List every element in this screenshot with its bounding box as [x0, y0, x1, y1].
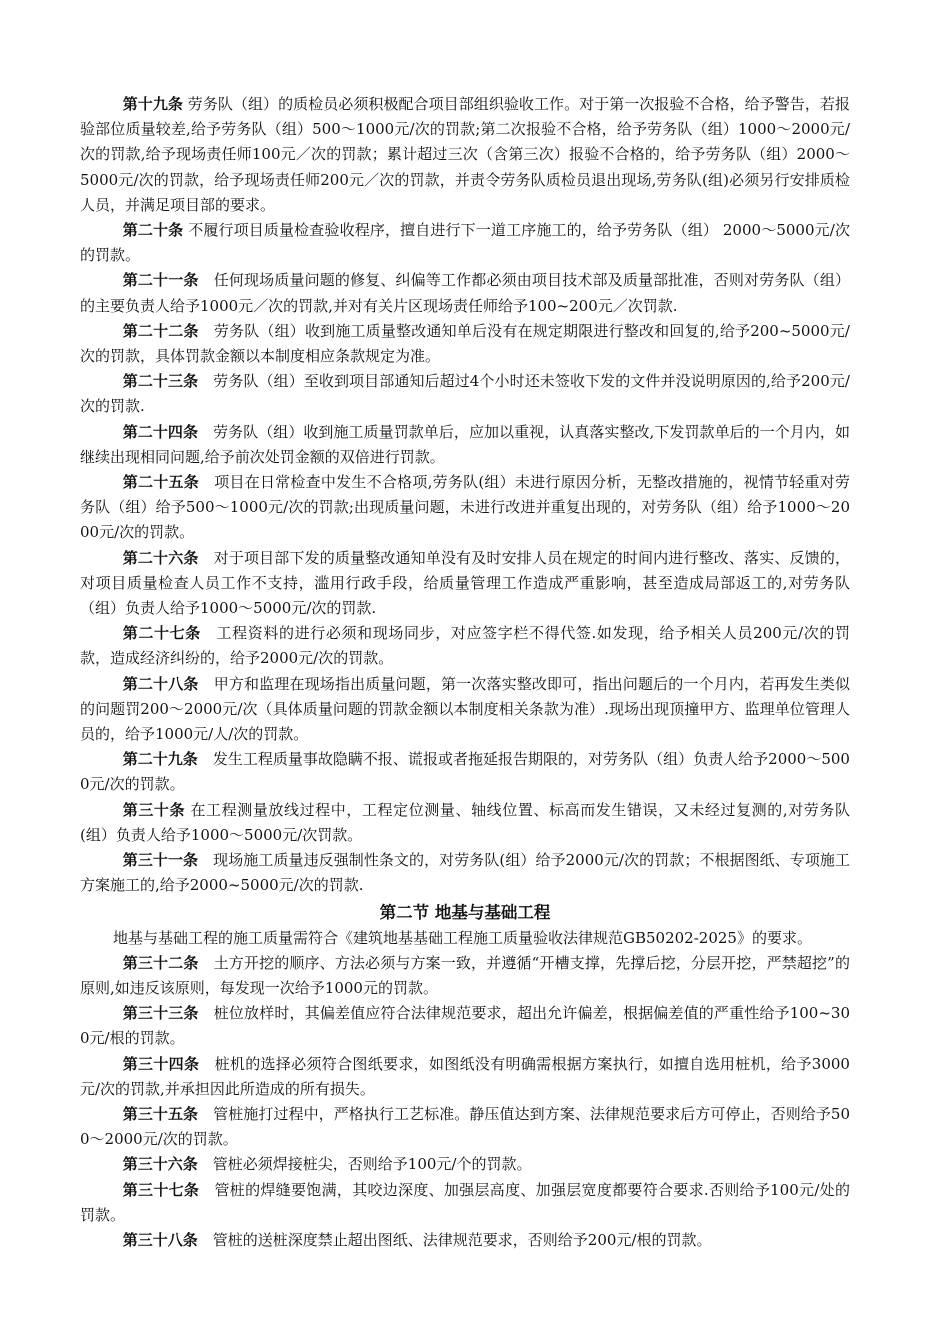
article-number: 第三十五条 [122, 1104, 199, 1123]
article-25 [80, 470, 850, 546]
article-text: 任何现场质量问题的修复、纠偏等工作都必须由项目技术部及质量部批准，否则对劳务队（组）的主要负责人给予1000元／次的罚款,并对有关片区现场责任师给予100~200元／次罚款. [80, 271, 850, 315]
article-22 [80, 319, 850, 369]
article-29 [80, 747, 850, 797]
article-26 [80, 546, 850, 622]
article-text: 劳务队（组）的质检员必须积极配合项目部组织验收工作。对于第一次报验不合格，给予警告，若报验部位质量较差,给予劳务队（组）500～1000元/次的罚款;第二次报验不合格，给予劳务队（组）1000～2000元/次的罚款,给予现场责任师100元／次的罚款；累计超过三次（含第三次）报验不合格的，给予劳务队（组）2000～5000元/次的罚款，给予现场责任师200元／次的罚款，并责令劳务队质检员退出现场,劳务队(组)必须另行安排质检人员，并满足项目部的要求。 [80, 95, 850, 214]
article-text: 管桩的焊缝要饱满，其咬边深度、加强层高度、加强层宽度都要符合要求.否则给予100元/处的罚款。 [80, 1180, 850, 1224]
article-number: 第二十三条 [122, 372, 199, 391]
article-32 [80, 951, 850, 1001]
article-number: 第三十六条 [122, 1155, 198, 1174]
article-24 [80, 420, 850, 470]
article-text: 劳务队（组）收到施工质量罚款单后，应加以重视，认真落实整改,下发罚款单后的一个月内，如继续出现相同问题,给予前次处罚金额的双倍进行罚款。 [80, 422, 850, 466]
article-21 [80, 268, 850, 318]
article-number: 第二十四条 [122, 422, 199, 441]
section-heading: 第二节 地基与基础工程 [379, 902, 551, 922]
article-number: 第二十七条 [122, 624, 201, 643]
article-34 [80, 1052, 850, 1102]
article-number: 第二十二条 [122, 321, 199, 340]
article-31 [80, 848, 850, 898]
article-20 [80, 218, 850, 268]
article-27 [80, 621, 850, 671]
article-number: 第二十六条 [122, 548, 199, 567]
article-37 [80, 1178, 850, 1228]
article-35 [80, 1102, 850, 1152]
article-text: 对于项目部下发的质量整改通知单没有及时安排人员在规定的时间内进行整改、落实、反馈的，对项目质量检查人员工作不支持，滥用行政手段，给质量管理工作造成严重影响，甚至造成局部返工的,对劳务队（组）负责人给予1000～5000元/次的罚款. [80, 548, 850, 618]
article-number: 第二十八条 [122, 674, 199, 693]
article-30 [80, 798, 850, 848]
article-text: 工程资料的进行必须和现场同步，对应签字栏不得代签.如发现，给予相关人员200元/次的罚款，造成经济纠纷的，给予2000元/次的罚款。 [80, 624, 850, 668]
article-text: 桩机的选择必须符合图纸要求，如图纸没有明确需根据方案执行，如擅自选用桩机，给予3000元/次的罚款,并承担因此所造成的所有损失。 [80, 1054, 850, 1098]
article-text: 劳务队（组）至收到项目部通知后超过4个小时还未签收下发的文件并没说明原因的,给予200元/次的罚款. [80, 372, 850, 416]
section-intro: 地基与基础工程的施工质量需符合《建筑地基基础工程施工质量验收法律规范GB50202-2025》的要求。 [113, 928, 812, 947]
article-number: 第二十一条 [122, 271, 199, 290]
article-text: 管桩必须焊接桩尖，否则给予100元/个的罚款。 [212, 1155, 532, 1174]
article-36 [80, 1152, 850, 1177]
article-number: 第十九条 [122, 95, 183, 113]
article-number: 第二十五条 [122, 473, 199, 492]
article-text: 不履行项目质量检查验收程序，擅自进行下一道工序施工的，给予劳务队（组） 2000～5000元/次的罚款。 [80, 221, 850, 265]
article-number: 第三十二条 [122, 953, 199, 972]
article-text: 桩位放样时，其偏差值应符合法律规范要求，超出允许偏差，根据偏差值的严重性给予100~300元/根的罚款。 [80, 1004, 850, 1048]
article-19 [80, 92, 850, 218]
article-number: 第二十九条 [122, 750, 198, 769]
article-number: 第三十八条 [122, 1230, 198, 1249]
article-number: 第三十七条 [122, 1180, 200, 1199]
article-text: 现场施工质量违反强制性条文的，对劳务队(组）给予2000元/次的罚款；不根据图纸、专项施工方案施工的,给予2000~5000元/次的罚款. [80, 851, 850, 895]
article-text: 管桩施打过程中，严格执行工艺标准。静压值达到方案、法律规范要求后方可停止，否则给予500～2000元/次的罚款。 [80, 1104, 850, 1149]
article-text: 土方开挖的顺序、方法必须与方案一致，并遵循“开槽支撑，先撑后挖，分层开挖，严禁超挖”的原则,如违反该原则，每发现一次给予1000元的罚款。 [80, 953, 850, 997]
article-text: 在工程测量放线过程中，工程定位测量、轴线位置、标高而发生错误，又未经过复测的,对劳务队(组）负责人给予1000～5000元/次罚款。 [80, 800, 850, 844]
article-text: 发生工程质量事故隐瞒不报、谎报或者拖延报告期限的，对劳务队（组）负责人给予2000～5000元/次的罚款。 [80, 750, 850, 794]
article-33 [80, 1001, 850, 1051]
article-38 [80, 1228, 850, 1253]
article-28 [80, 672, 850, 748]
article-text: 项目在日常检查中发生不合格项,劳务队(组）未进行原因分析，无整改措施的，视情节轻重对劳务队（组）给予500～1000元/次的罚款;出现质量问题，未进行改进并重复出现的，对劳务队（组）给予1000～2000元/次的罚款。 [80, 473, 850, 542]
article-text: 甲方和监理在现场指出质量问题，第一次落实整改即可，指出问题后的一个月内，若再发生类似的问题罚200～2000元/次（具体质量问题的罚款金额以本制度相关条款为准）.现场出现顶撞甲方、监理单位管理人员的，给予1000元/人/次的罚款。 [80, 674, 850, 744]
article-text: 管桩的送桩深度禁止超出图纸、法律规范要求，否则给予200元/根的罚款。 [212, 1230, 712, 1249]
article-number: 第三十条 [122, 800, 186, 819]
article-text: 劳务队（组）收到施工质量整改通知单后没有在规定期限进行整改和回复的,给予200~5000元/次的罚款，具体罚款金额以本制度相应条款规定为准。 [80, 321, 850, 366]
article-number: 第三十三条 [122, 1004, 199, 1023]
article-number: 第三十一条 [122, 851, 199, 870]
article-number: 第二十条 [122, 221, 184, 240]
article-23 [80, 369, 850, 419]
article-number: 第三十四条 [122, 1054, 200, 1073]
